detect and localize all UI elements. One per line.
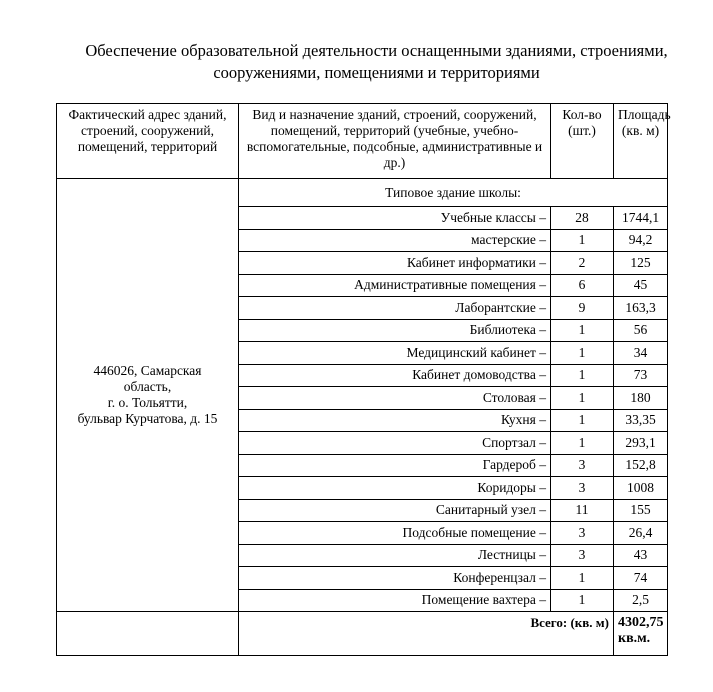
row-area: 155 (614, 499, 668, 522)
row-area: 26,4 (614, 522, 668, 545)
row-area: 45 (614, 274, 668, 297)
row-qty: 1 (551, 589, 614, 612)
row-area: 56 (614, 319, 668, 342)
row-area: 94,2 (614, 229, 668, 252)
header-qty: Кол-во (шт.) (551, 104, 614, 179)
row-name: Административные помещения – (239, 274, 551, 297)
row-area: 163,3 (614, 297, 668, 320)
row-area: 43 (614, 544, 668, 567)
row-qty: 3 (551, 454, 614, 477)
row-qty: 1 (551, 432, 614, 455)
row-qty: 1 (551, 409, 614, 432)
row-name: мастерские – (239, 229, 551, 252)
row-area: 293,1 (614, 432, 668, 455)
row-area: 34 (614, 342, 668, 365)
header-address: Фактический адрес зданий, строений, сооружений, помещений, территорий (57, 104, 239, 179)
row-area: 73 (614, 364, 668, 387)
table-header-row (57, 104, 668, 179)
header-area: Площадь (кв. м) (614, 104, 668, 179)
row-qty: 3 (551, 477, 614, 500)
row-area: 125 (614, 252, 668, 275)
address-line-4: бульвар Курчатова, д. 15 (77, 411, 218, 426)
row-name: Подсобные помещение – (239, 522, 551, 545)
row-qty: 3 (551, 522, 614, 545)
row-name: Библиотека – (239, 319, 551, 342)
row-qty: 1 (551, 319, 614, 342)
row-name: Санитарный узел – (239, 499, 551, 522)
row-qty: 1 (551, 229, 614, 252)
page-title-line-2: сооружениями, помещениями и территориями (213, 63, 540, 82)
page-title-line-1: Обеспечение образовательной деятельности оснащенными зданиями, строениями, (85, 41, 668, 60)
row-area: 1744,1 (614, 207, 668, 230)
row-area: 33,35 (614, 409, 668, 432)
row-qty: 2 (551, 252, 614, 275)
row-area: 1008 (614, 477, 668, 500)
row-qty: 1 (551, 342, 614, 365)
row-qty: 1 (551, 567, 614, 590)
header-type: Вид и назначение зданий, строений, сооружений, помещений, территорий (учебные, учебно-вспомогательные, подсобные, административные и др.) (239, 104, 551, 179)
row-qty: 28 (551, 207, 614, 230)
row-qty: 11 (551, 499, 614, 522)
subheading-row (57, 179, 668, 207)
row-area: 152,8 (614, 454, 668, 477)
row-name: Кабинет информатики – (239, 252, 551, 275)
total-value-number: 4302,75 (618, 615, 664, 630)
row-name: Спортзал – (239, 432, 551, 455)
row-name: Лестницы – (239, 544, 551, 567)
row-name: Коридоры – (239, 477, 551, 500)
total-empty-cell (57, 612, 239, 656)
row-name: Лаборантские – (239, 297, 551, 320)
address-cell (57, 179, 239, 612)
facilities-table (56, 103, 671, 656)
row-area: 2,5 (614, 589, 668, 612)
total-value (614, 612, 668, 656)
building-subheading: Типовое здание школы: (239, 179, 668, 207)
row-qty: 1 (551, 364, 614, 387)
row-name: Столовая – (239, 387, 551, 410)
total-row (57, 612, 668, 656)
row-name: Кухня – (239, 409, 551, 432)
row-qty: 9 (551, 297, 614, 320)
row-qty: 3 (551, 544, 614, 567)
row-name: Помещение вахтера – (239, 589, 551, 612)
row-area: 74 (614, 567, 668, 590)
row-name: Конференцзал – (239, 567, 551, 590)
address-line-2: область, (123, 379, 172, 394)
address-line-1: 446026, Самарская (93, 363, 202, 378)
row-qty: 6 (551, 274, 614, 297)
row-qty: 1 (551, 387, 614, 410)
page-title (40, 40, 713, 84)
total-value-unit: кв.м. (618, 631, 651, 646)
row-name: Гардероб – (239, 454, 551, 477)
row-name: Медицинский кабинет – (239, 342, 551, 365)
address-line-3: г. о. Тольятти, (107, 395, 188, 410)
row-name: Кабинет домоводства – (239, 364, 551, 387)
row-area: 180 (614, 387, 668, 410)
row-name: Учебные классы – (239, 207, 551, 230)
total-label: Всего: (кв. м) (239, 612, 614, 656)
